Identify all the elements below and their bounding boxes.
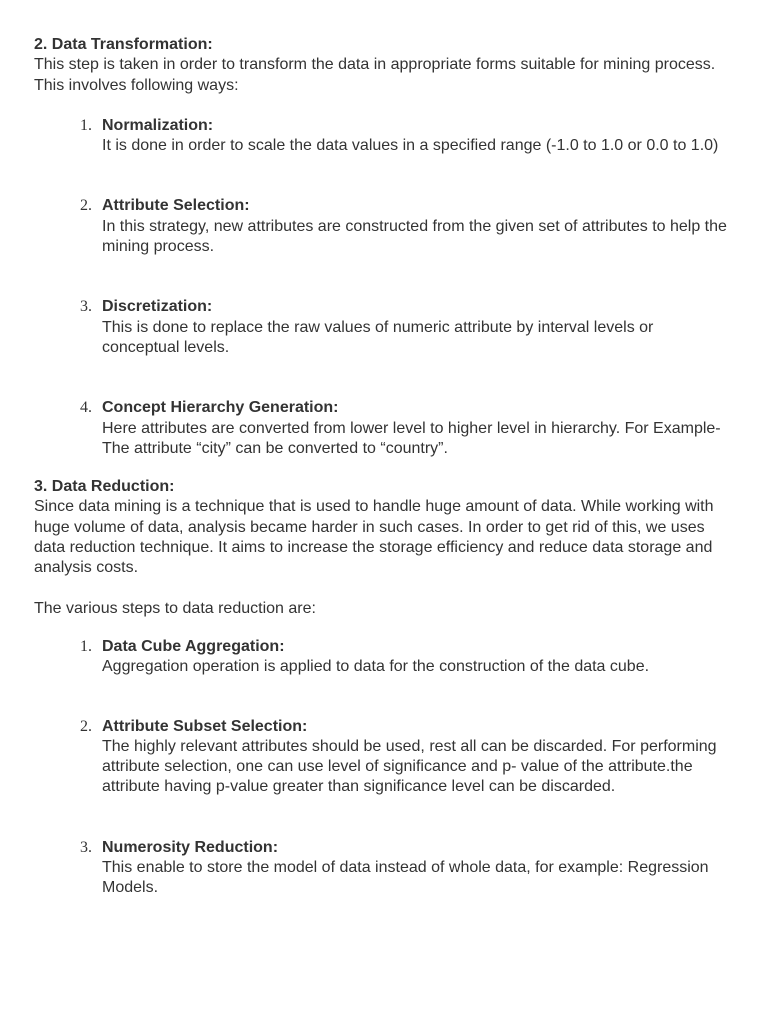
list-item-number: 2.	[80, 197, 92, 215]
list-item-number: 4.	[80, 399, 92, 417]
list-item-description: Here attributes are converted from lower level to higher level in hierarchy. For Example-The attribute “city” can be converted to “country”.	[102, 419, 721, 457]
section-intro-data-transformation: This step is taken in order to transform the data in appropriate forms suitable for mining process. This involves following ways:	[34, 56, 716, 94]
list-item	[34, 838, 734, 899]
list-item	[34, 637, 734, 678]
steps-intro-text: The various steps to data reduction are:	[34, 599, 316, 617]
list-item-description: In this strategy, new attributes are constructed from the given set of attributes to help the mining process.	[102, 217, 727, 256]
list-item	[34, 398, 734, 459]
section-heading-data-reduction: 3. Data Reduction:	[34, 478, 175, 496]
list-item-number: 1.	[80, 637, 92, 655]
list-item-title: Concept Hierarchy Generation:	[102, 399, 339, 417]
list-item-description: It is done in order to scale the data values in a specified range (-1.0 to 1.0 or 0.0 to 1.0)	[102, 137, 719, 155]
list-item-description: Aggregation operation is applied to data for the construction of the data cube.	[102, 658, 650, 676]
list-item	[34, 297, 734, 358]
section-heading-data-transformation: 2. Data Transformation:	[34, 36, 213, 53]
list-item-description: The highly relevant attributes should be used, rest all can be discarded. For performing attribute selection, one can use level of significance and p- value of the attribute.the attribute having p-value greater than significance level can be discarded.	[102, 737, 717, 796]
list-item-number: 3.	[80, 838, 92, 856]
list-item	[34, 196, 734, 257]
list-item-description: This enable to store the model of data instead of whole data, for example: Regression Models.	[102, 859, 709, 897]
list-item-title: Attribute Selection:	[102, 197, 250, 215]
list-item-title: Discretization:	[102, 298, 213, 316]
list-item	[34, 116, 734, 157]
list-item-title: Numerosity Reduction:	[102, 838, 279, 856]
list-item	[34, 717, 734, 798]
list-item-number: 3.	[80, 298, 92, 316]
document-page	[34, 35, 734, 899]
list-item-title: Normalization:	[102, 116, 214, 134]
list-item-description: This is done to replace the raw values of numeric attribute by interval levels or conceptual levels.	[102, 318, 654, 356]
list-item-title: Attribute Subset Selection:	[102, 717, 308, 735]
section-intro-data-reduction: Since data mining is a technique that is used to handle huge amount of data. While working with huge volume of data, analysis became harder in such cases. In order to get rid of this, we uses data reduction technique. It aims to increase the storage efficiency and reduce data storage and analysis costs.	[34, 498, 714, 577]
list-item-number: 1.	[80, 116, 92, 134]
list-item-number: 2.	[80, 717, 92, 735]
transformation-list	[34, 116, 734, 459]
reduction-list	[34, 637, 734, 899]
list-item-title: Data Cube Aggregation:	[102, 637, 285, 655]
